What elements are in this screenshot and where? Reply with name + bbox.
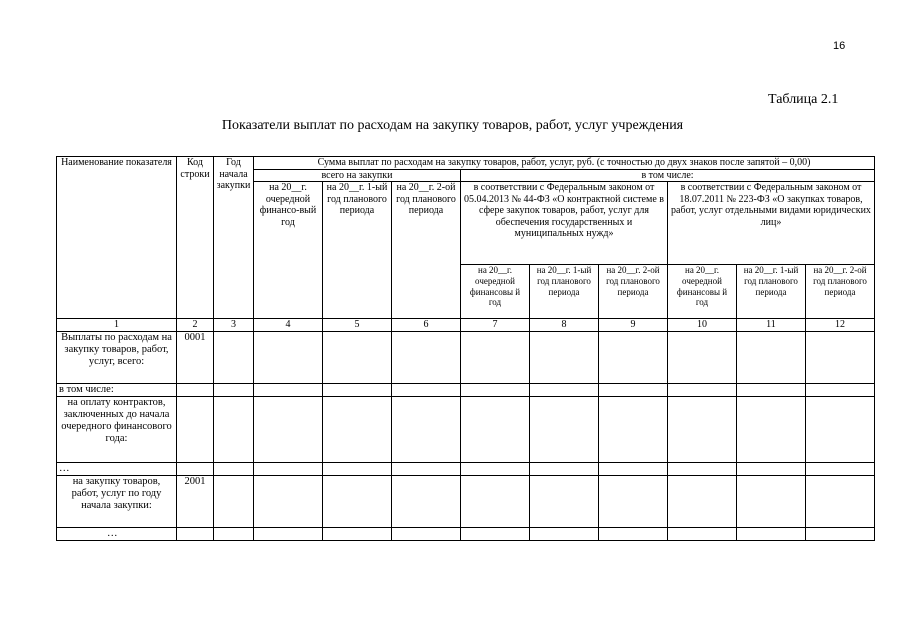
- row-code: 0001: [177, 332, 214, 384]
- row-code: [177, 463, 214, 476]
- header-total-period-3: на 20__г. 2-ой год планового периода: [392, 182, 461, 319]
- header-44-period-3: на 20__г. 2-ой год планового периода: [599, 265, 668, 319]
- column-number: 2: [177, 319, 214, 332]
- column-number: 4: [254, 319, 323, 332]
- row-label: Выплаты по расходам на закупку товаров, работ, услуг, всего:: [57, 332, 177, 384]
- row-code: [177, 397, 214, 463]
- header-223-period-2: на 20__г. 1-ый год планового периода: [737, 265, 806, 319]
- table-row: [57, 528, 875, 541]
- table-row: [57, 463, 875, 476]
- row-code: [177, 384, 214, 397]
- header-including: в том числе:: [461, 169, 875, 182]
- table-row: [57, 476, 875, 528]
- header-law-223: в соответствии с Федеральным законом от 18.07.2011 № 223-ФЗ «О закупках товаров, работ, услуг отдельными видами юридических лиц»: [668, 182, 875, 265]
- header-223-period-3: на 20__г. 2-ой год планового периода: [806, 265, 875, 319]
- header-44-period-2: на 20__г. 1-ый год планового периода: [530, 265, 599, 319]
- table-row: [57, 397, 875, 463]
- row-label: …: [57, 463, 177, 476]
- column-number: 8: [530, 319, 599, 332]
- header-sum-title: Сумма выплат по расходам на закупку товаров, работ, услуг, руб. (с точностью до двух знаков после запятой – 0,00): [254, 157, 875, 170]
- document-title: Показатели выплат по расходам на закупку товаров, работ, услуг учреждения: [221, 118, 684, 133]
- row-label: на оплату контрактов, заключенных до начала очередного финансового года:: [57, 397, 177, 463]
- header-223-period-1: на 20__г. очередной финансовы й год: [668, 265, 737, 319]
- page-number: 16: [833, 40, 846, 52]
- table-label: Таблица 2.1: [768, 92, 839, 107]
- row-code: [177, 528, 214, 541]
- column-number: 3: [214, 319, 254, 332]
- header-total-period-1: на 20__г. очередной финансо-вый год: [254, 182, 323, 319]
- column-number: 9: [599, 319, 668, 332]
- header-44-period-1: на 20__г. очередной финансовы й год: [461, 265, 530, 319]
- payments-table: [56, 156, 875, 541]
- column-number: 10: [668, 319, 737, 332]
- header-law-44: в соответствии с Федеральным законом от 05.04.2013 № 44-ФЗ «О контрактной системе в сфере закупок товаров, работ, услуг для обеспечения государственных и муниципальных нужд»: [461, 182, 668, 265]
- row-label: на закупку товаров, работ, услуг по году начала закупки:: [57, 476, 177, 528]
- header-name: Наименование показателя: [57, 157, 177, 319]
- row-label: в том числе:: [57, 384, 177, 397]
- header-total-period-2: на 20__г. 1-ый год планового периода: [323, 182, 392, 319]
- header-code: Код строки: [177, 157, 214, 319]
- column-number: 12: [806, 319, 875, 332]
- header-year: Год начала закупки: [214, 157, 254, 319]
- column-number: 5: [323, 319, 392, 332]
- header-total: всего на закупки: [254, 169, 461, 182]
- column-number: 6: [392, 319, 461, 332]
- column-number: 1: [57, 319, 177, 332]
- row-label: …: [57, 528, 177, 541]
- table-row: [57, 384, 875, 397]
- table-row: [57, 332, 875, 384]
- row-code: 2001: [177, 476, 214, 528]
- column-number: 11: [737, 319, 806, 332]
- column-number: 7: [461, 319, 530, 332]
